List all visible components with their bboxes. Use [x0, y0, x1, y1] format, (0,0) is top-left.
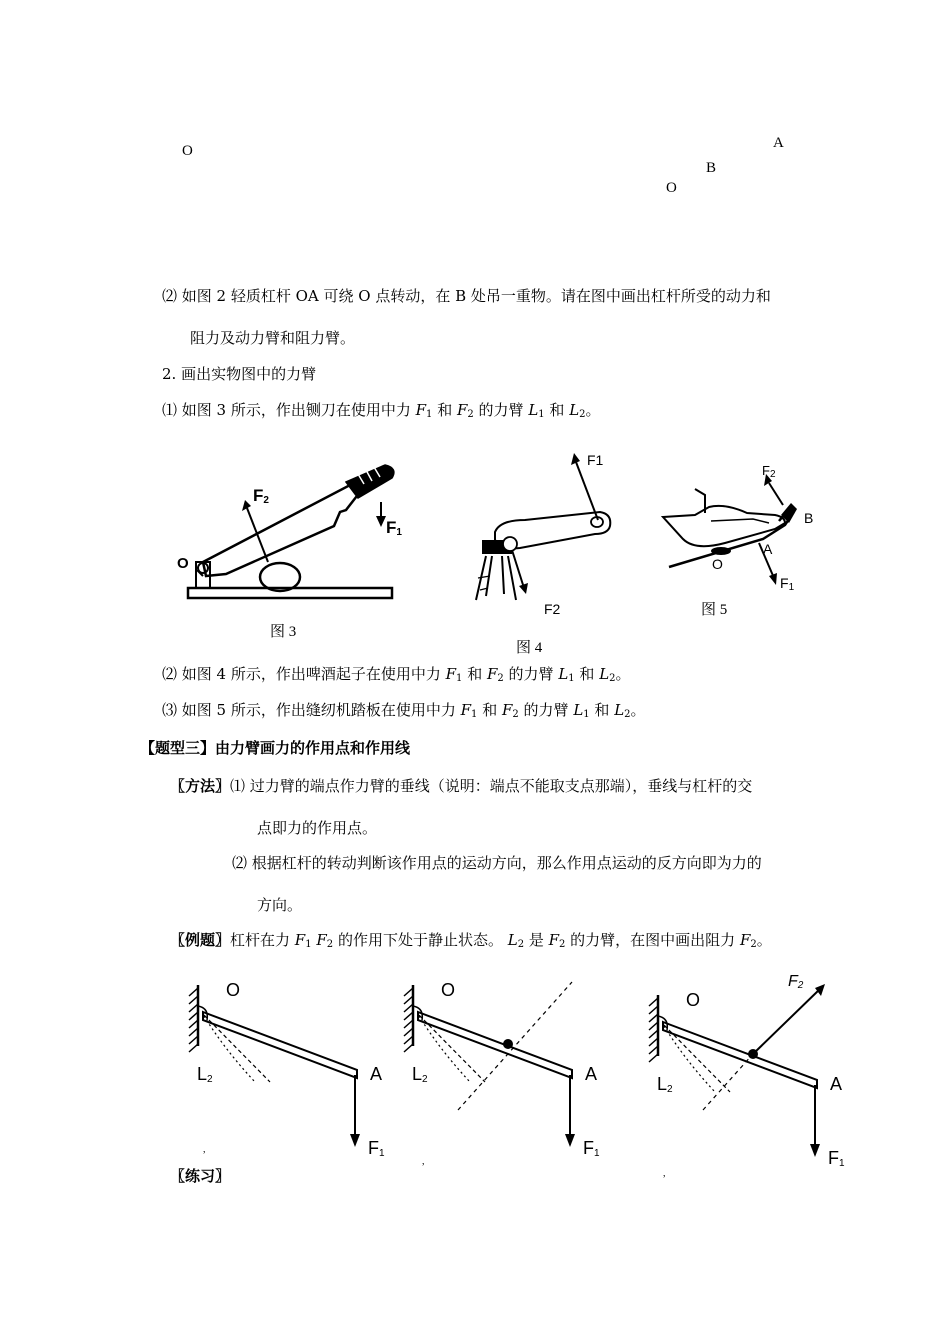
- lever3-label-a: A: [830, 1074, 843, 1094]
- method-line4: 方向。: [257, 896, 303, 914]
- fig5-label-f1: $F_1$: [780, 575, 795, 593]
- fig3-label-f2: $F_2$: [253, 486, 269, 506]
- label-a-fig2: A: [773, 135, 784, 151]
- lever1-label-f1: $F_1$: [368, 1138, 385, 1159]
- figure-3-cutter: [170, 450, 410, 610]
- lever2-label-f1: $F_1$: [583, 1138, 600, 1159]
- label-o-fig1: O: [182, 143, 193, 159]
- question-2-line2: 阻力及动力臂和阻力臂。: [190, 329, 356, 347]
- fig5-caption: 图 5: [701, 602, 728, 618]
- lever2-label-l2: $L_2$: [412, 1064, 428, 1085]
- question-2-line1: ⑵ 如图 2 轻质杠杆 OA 可绕 O 点转动，在 B 处吊一重物。请在图中画出杠杆所受的动力和: [162, 287, 771, 305]
- fig5-label-f2: $F_2$: [762, 463, 776, 480]
- lever1-label-a: A: [370, 1064, 383, 1084]
- fig5-label-b: B: [804, 510, 814, 526]
- figure-4-bottle-opener: [460, 450, 630, 610]
- figure-5-pedal: [655, 455, 825, 595]
- lever3-label-f1: $F_1$: [828, 1148, 845, 1169]
- label-o-fig2: O: [666, 180, 677, 196]
- lever2-label-o: O: [441, 980, 456, 1000]
- lever-figure-3: [645, 970, 845, 1170]
- mark-comma-3: ,: [663, 1168, 666, 1179]
- fig3-caption: 图 3: [270, 624, 297, 640]
- method-line1: 〖方法〗⑴ 过力臂的端点作力臂的垂线（说明：端点不能取支点那端），垂线与杠杆的交: [170, 777, 753, 795]
- fig3-label-o: O: [177, 555, 189, 572]
- label-b-fig2: B: [706, 160, 717, 176]
- fig4-caption: 图 4: [516, 640, 543, 656]
- lever-figure-1: [185, 980, 375, 1160]
- fig4-label-f2: F2: [544, 601, 561, 617]
- section-2-q2: ⑵ 如图 4 所示，作出啤酒起子在使用中力 $F_1$ 和 $F_2$ 的力臂 $L_1$ 和 $L_2$。: [162, 665, 631, 684]
- practice-tag: 〖练习〗: [170, 1167, 231, 1185]
- example-text: 〖例题〗杠杆在力 $F_1$ $F_2$ 的作用下处于静止状态。 $L_2$ 是 $F_2$ 的力臂，在图中画出阻力 $F_2$。: [170, 931, 772, 950]
- lever3-label-f2: $F_2$: [788, 973, 804, 991]
- lever-figure-2: [400, 980, 590, 1160]
- lever3-label-o: O: [686, 990, 701, 1010]
- mark-comma-2: ,: [422, 1156, 425, 1167]
- section-2-title: 2. 画出实物图中的力臂: [162, 365, 317, 383]
- lever1-label-l2: $L_2$: [197, 1064, 213, 1085]
- lever3-label-l2: $L_2$: [657, 1074, 673, 1095]
- fig5-label-a: A: [763, 541, 773, 557]
- type3-title: 【题型三】由力臂画力的作用点和作用线: [140, 739, 411, 757]
- fig3-label-f1: $F_1$: [386, 518, 402, 538]
- lever1-label-o: O: [226, 980, 241, 1000]
- section-2-q1: ⑴ 如图 3 所示，作出铡刀在使用中力 $F_1$ 和 $F_2$ 的力臂 $L_1$ 和 $L_2$。: [162, 401, 601, 420]
- fig4-label-f1: F1: [587, 452, 604, 468]
- method-line2: 点即力的作用点。: [257, 819, 378, 837]
- mark-comma-1: ,: [203, 1144, 206, 1155]
- method-line3: ⑵ 根据杠杆的转动判断该作用点的运动方向，那么作用点运动的反方向即为力的: [232, 854, 762, 872]
- fig5-label-o: O: [712, 556, 723, 572]
- lever2-label-a: A: [585, 1064, 598, 1084]
- section-2-q3: ⑶ 如图 5 所示，作出缝纫机踏板在使用中力 $F_1$ 和 $F_2$ 的力臂 $L_1$ 和 $L_2$。: [162, 701, 646, 720]
